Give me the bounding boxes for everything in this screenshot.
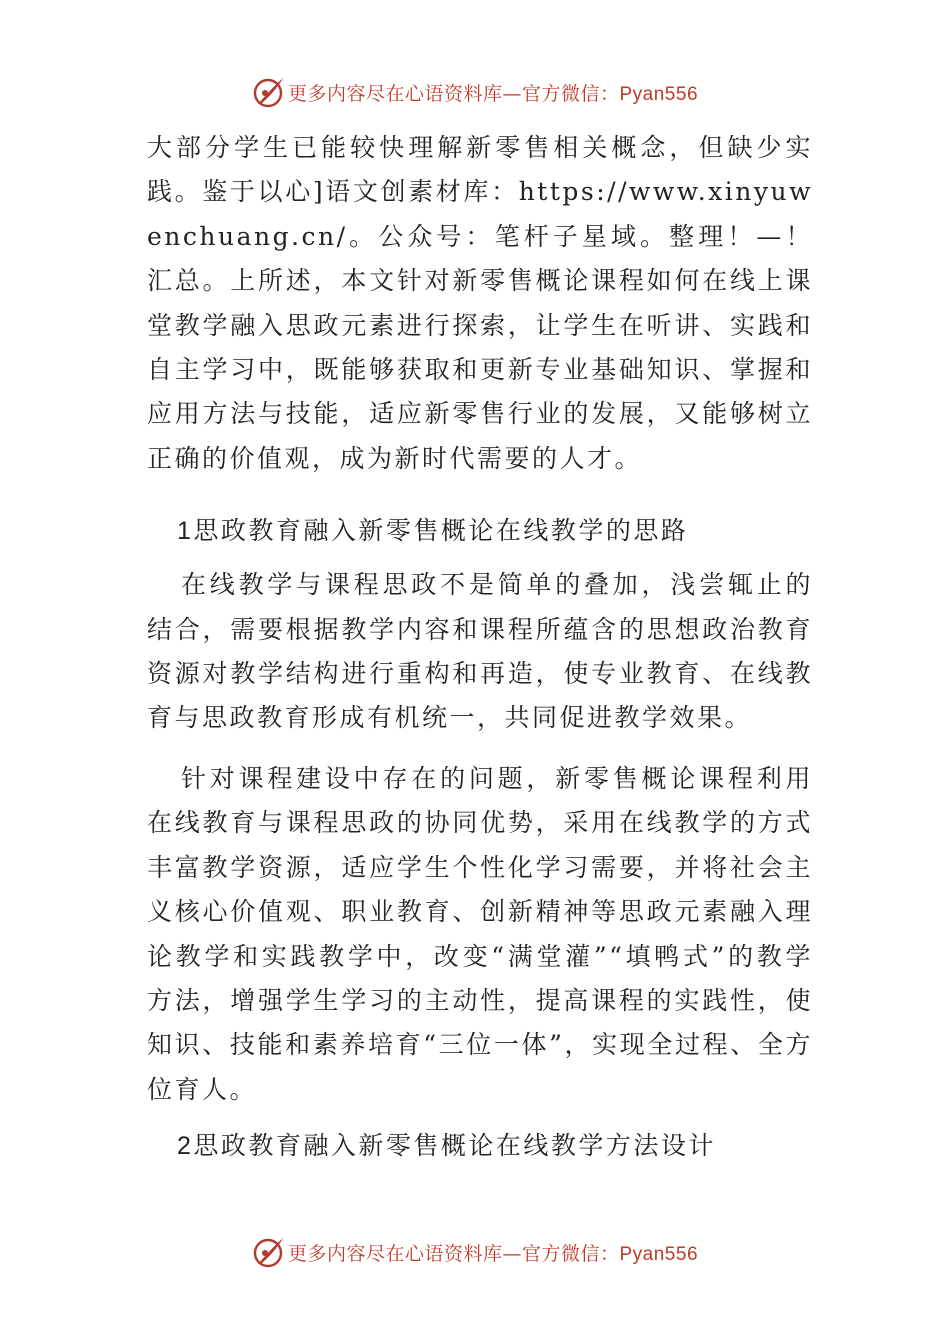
section-heading-2: 2思政教育融入新零售概论在线教学方法设计: [177, 1131, 716, 1161]
body-paragraph-1: 在线教学与课程思政不是简单的叠加，浅尝辄止的结合，需要根据教学内容和课程所蕴含的思想政治教育资源对教学结构进行重构和再造，使专业教育、在线教育与思政教育形成有机统一，共同促进教学效果。: [147, 570, 813, 733]
header-banner: [0, 70, 950, 114]
quill-logo-icon: [252, 1235, 286, 1269]
footer-banner: [0, 1230, 950, 1274]
document-body: [147, 126, 813, 1178]
intro-paragraph: 大部分学生已能较快理解新零售相关概念，但缺少实践。鉴于以心]语文创素材库：https://www.xinyuwenchuang.cn/。公众号：笔杆子星域。整理！—！汇总。上所述，本文针对新零售概论课程如何在线上课堂教学融入思政元素进行探索，让学生在听讲、实践和自主学习中，既能够获取和更新专业基础知识、掌握和应用方法与技能，适应新零售行业的发展，又能够树立正确的价值观，成为新时代需要的人才。: [147, 133, 813, 473]
section-heading-1: 1思政教育融入新零售概论在线教学的思路: [177, 516, 689, 546]
header-banner-text: 更多内容尽在心语资料库—官方微信：Pyan556: [287, 82, 699, 105]
body-paragraph-2: 针对课程建设中存在的问题，新零售概论课程利用在线教育与课程思政的协同优势，采用在线教学的方式丰富教学资源，适应学生个性化学习需要，并将社会主义核心价值观、职业教育、创新精神等思政元素融入理论教学和实践教学中，改变“满堂灌”“填鸭式”的教学方法，增强学生学习的主动性，提高课程的实践性，使知识、技能和素养培育“三位一体”，实现全过程、全方位育人。: [147, 763, 813, 1104]
footer-banner-text: 更多内容尽在心语资料库—官方微信：Pyan556: [287, 1242, 699, 1265]
quill-logo-icon: [252, 75, 286, 109]
